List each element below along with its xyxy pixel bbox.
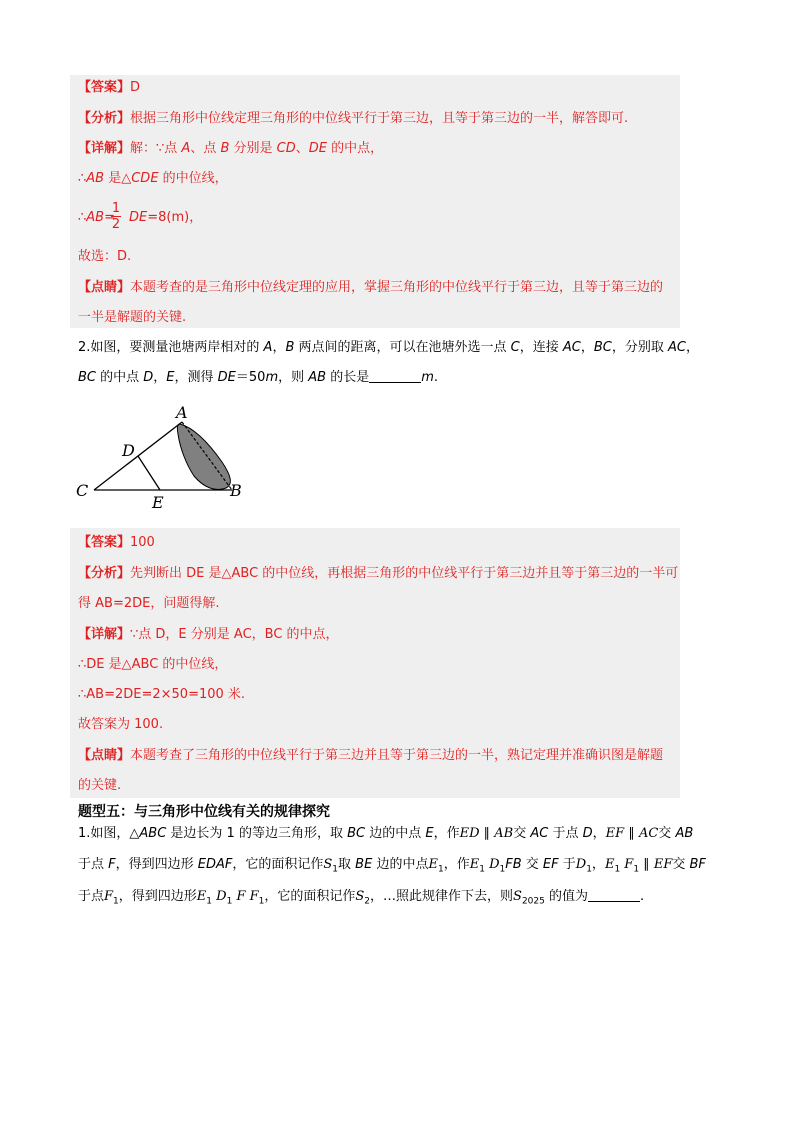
detail-text: 分别是	[229, 141, 277, 156]
var-ef: EF	[653, 857, 673, 872]
equals-sign: =	[104, 210, 115, 225]
var-c: C	[510, 340, 520, 355]
analysis-text: 得 AB=2DE，问题得解.	[78, 596, 220, 611]
question-text: ，	[592, 826, 606, 841]
detail-text: ∴DE 是△ABC 的中位线，	[78, 657, 228, 672]
answer-blank[interactable]	[369, 382, 421, 383]
answer-blank[interactable]	[588, 901, 640, 902]
comment-tag: 【点睛】	[78, 280, 131, 295]
var-d: D	[143, 370, 154, 385]
detail-text: 、点	[190, 141, 221, 156]
subscript: 1	[206, 896, 213, 907]
answer-line-1	[78, 79, 140, 97]
question-text: ＝50	[235, 370, 266, 385]
question-text: 2.如图，要测量池塘两岸相对的	[78, 340, 264, 355]
var-d: D	[212, 889, 227, 904]
question-text: .	[640, 889, 645, 904]
question-text: ，连接	[519, 340, 563, 355]
question-text: 取	[338, 857, 356, 872]
detail-line-1	[78, 140, 383, 158]
parallel-symbol: ∥	[639, 857, 654, 872]
question-text: ，作	[433, 826, 460, 841]
detail-text: 、	[295, 141, 309, 156]
question-text: 交	[513, 826, 531, 841]
comment-text: 本题考查了三角形的中位线平行于第三边并且等于第三边的一半，熟记定理并准确识图是解题	[130, 748, 664, 763]
detail-text: 故答案为 100.	[78, 717, 164, 732]
detail-text: ∴AB=2DE=2×50=100 米.	[78, 687, 246, 702]
var-ac: AC	[562, 340, 581, 355]
var-d: D	[582, 826, 593, 841]
var-e: E	[196, 889, 207, 904]
var-ef: EF	[605, 826, 625, 841]
question-text: 边的中点	[372, 857, 429, 872]
question-text: ，	[272, 340, 286, 355]
subscript: 1	[258, 896, 265, 907]
detail-text: 是△	[104, 171, 132, 186]
var-f: F	[108, 857, 116, 872]
label-c: C	[76, 481, 89, 500]
detail-text: 的中位线，	[158, 171, 228, 186]
var-d: D	[484, 857, 500, 872]
detail-line-2d	[78, 716, 163, 734]
comment-text: 本题考查的是三角形中位线定理的应用，掌握三角形的中位线平行于第三边，且等于第三边的	[130, 280, 664, 295]
comment-line-2	[78, 309, 186, 327]
question-text: 是边长为 1 的等边三角形，取	[166, 826, 348, 841]
question-2-line-2	[78, 369, 438, 387]
question-text: 的长是	[326, 370, 370, 385]
var-ac: AC	[638, 826, 659, 841]
question-text: ，	[686, 340, 700, 355]
subscript: 1	[332, 864, 339, 875]
var-bc: BC	[347, 826, 366, 841]
answer-value: 100	[130, 535, 155, 550]
subscript: 1	[226, 896, 233, 907]
subscript: 1	[479, 864, 485, 875]
question-text: ，	[591, 857, 605, 872]
answer-tag: 【答案】	[78, 80, 131, 95]
question-text: ，它的面积记作	[264, 889, 356, 904]
var-d: D	[575, 857, 587, 872]
question-text: ，它的面积记作	[232, 857, 324, 872]
section-title: 题型五：与三角形中位线有关的规律探究	[78, 804, 330, 820]
comment-line-2b	[78, 777, 121, 795]
var-ff: F F	[232, 889, 259, 904]
analysis-text: 根据三角形中位线定理三角形的中位线平行于第三边，且等于第三边的一半，解答即可.	[130, 111, 629, 126]
parallel-symbol: ∥	[479, 826, 495, 841]
var-b: B	[285, 340, 295, 355]
var-a: A	[263, 340, 273, 355]
var-abc: ABC	[139, 826, 167, 841]
question-text: ，测得	[174, 370, 218, 385]
question-text: ，…照此规律作下去，则	[370, 889, 514, 904]
var-de: DE	[308, 141, 327, 156]
var-ab: AB	[494, 826, 514, 841]
var-de: DE	[129, 210, 148, 225]
analysis-text: 先判断出 DE 是△ABC 的中位线，再根据三角形的中位线平行于第三边并且等于第三边的一半可	[130, 566, 679, 581]
question-text: 边的中点	[365, 826, 426, 841]
question-1-line-2	[78, 856, 706, 879]
question-text: 交	[658, 826, 676, 841]
var-a: A	[181, 141, 191, 156]
var-s: S	[323, 857, 333, 872]
subscript: 1	[633, 864, 640, 875]
pond-shape	[177, 424, 230, 490]
fraction-denominator: 2	[111, 217, 121, 232]
var-s: S	[355, 889, 365, 904]
comment-line-2a	[78, 747, 663, 765]
comment-text: 的关键.	[78, 778, 122, 793]
var-edaf: EDAF	[197, 857, 233, 872]
detail-text: 的中点，	[327, 141, 384, 156]
subscript: 1	[437, 864, 444, 875]
subscript: 2	[364, 896, 371, 907]
analysis-line-2a	[78, 565, 678, 583]
var-e: E	[469, 857, 480, 872]
var-bf: BF	[689, 857, 706, 872]
question-text: ，则	[278, 370, 309, 385]
detail-text: ∵点 D，E 分别是 AC，BC 的中点，	[130, 627, 339, 642]
question-text: ，	[153, 370, 167, 385]
detail-line-2	[78, 170, 228, 188]
question-text: ，	[580, 340, 594, 355]
therefore-symbol: ∴	[78, 171, 87, 186]
choice-line	[78, 248, 131, 266]
question-text: 交	[672, 857, 690, 872]
analysis-tag: 【分析】	[78, 111, 131, 126]
question-1-line-1	[78, 825, 693, 843]
answer-line-2	[78, 534, 155, 552]
question-text: ，得到四边形	[118, 889, 197, 904]
var-fb: FB	[505, 857, 522, 872]
var-e: E	[166, 370, 175, 385]
question-text: 的中点	[96, 370, 144, 385]
var-ab: AB	[308, 370, 327, 385]
comment-line-1	[78, 279, 663, 297]
var-ac: AC	[530, 826, 549, 841]
label-d: D	[122, 441, 135, 460]
analysis-line-2b	[78, 595, 219, 613]
segment-de	[138, 456, 160, 490]
question-text: 于点	[548, 826, 583, 841]
var-s: S	[513, 889, 522, 904]
var-bc: BC	[78, 370, 96, 385]
var-e: E	[425, 826, 434, 841]
question-1-line-3	[78, 888, 644, 911]
question-text: 1.如图，△	[78, 826, 140, 841]
question-text: 于点	[78, 857, 109, 872]
detail-tag: 【详解】	[78, 627, 131, 642]
var-m: m	[421, 370, 434, 385]
detail-line-2b	[78, 656, 227, 674]
question-text: 两点间的距离，可以在池塘外选一点	[294, 340, 511, 355]
var-m: m	[265, 370, 279, 385]
calc-result: =8(m)，	[147, 210, 203, 225]
label-e: E	[152, 493, 164, 510]
var-b: B	[220, 141, 230, 156]
var-ef: EF	[542, 857, 559, 872]
var-de: DE	[217, 370, 236, 385]
label-b: B	[230, 481, 242, 500]
therefore-symbol: ∴	[78, 210, 87, 225]
question-text: ，作	[443, 857, 470, 872]
var-bc: BC	[593, 340, 612, 355]
answer-value: D	[130, 80, 141, 95]
detail-line-2c	[78, 686, 245, 704]
var-ac: AC	[668, 340, 686, 355]
question-2-line-1	[78, 339, 699, 357]
fraction-numerator: 1	[111, 201, 121, 216]
detail-tag: 【详解】	[78, 141, 131, 156]
parallel-symbol: ∥	[624, 826, 639, 841]
answer-tag: 【答案】	[78, 535, 131, 550]
question-text: ，得到四边形	[115, 857, 198, 872]
question-text: .	[433, 370, 439, 385]
comment-tag: 【点睛】	[78, 748, 131, 763]
var-ed: ED	[459, 826, 480, 841]
var-ab: AB	[675, 826, 694, 841]
choice-text: 故选：D.	[78, 249, 132, 264]
subscript: 1	[113, 896, 119, 907]
question-text: 的值为	[544, 889, 588, 904]
subscript: 1	[586, 864, 592, 875]
label-a: A	[176, 403, 188, 422]
var-cd: CD	[276, 141, 296, 156]
var-e: E	[604, 857, 615, 872]
comment-text: 一半是解题的关键.	[78, 310, 187, 325]
var-f: F	[104, 889, 114, 904]
var-f: F	[620, 857, 634, 872]
analysis-tag: 【分析】	[78, 566, 131, 581]
question-text: 交	[521, 857, 543, 872]
question-text: ，分别取	[611, 340, 669, 355]
subscript: 2025	[521, 896, 545, 907]
fraction-one-half	[110, 201, 122, 232]
subscript: 1	[499, 864, 506, 875]
question-text: 于点	[78, 889, 105, 904]
question-text: 于	[558, 857, 576, 872]
var-cde: CDE	[131, 171, 159, 186]
pond-triangle-figure	[70, 400, 260, 510]
var-be: BE	[355, 857, 373, 872]
detail-text: 解：∵点	[130, 141, 182, 156]
var-ab: AB	[86, 171, 105, 186]
detail-line-2a	[78, 626, 339, 644]
analysis-line-1	[78, 110, 628, 128]
var-e: E	[428, 857, 438, 872]
calc-line	[78, 209, 202, 227]
subscript: 1	[614, 864, 621, 875]
var-ab: AB	[86, 210, 105, 225]
